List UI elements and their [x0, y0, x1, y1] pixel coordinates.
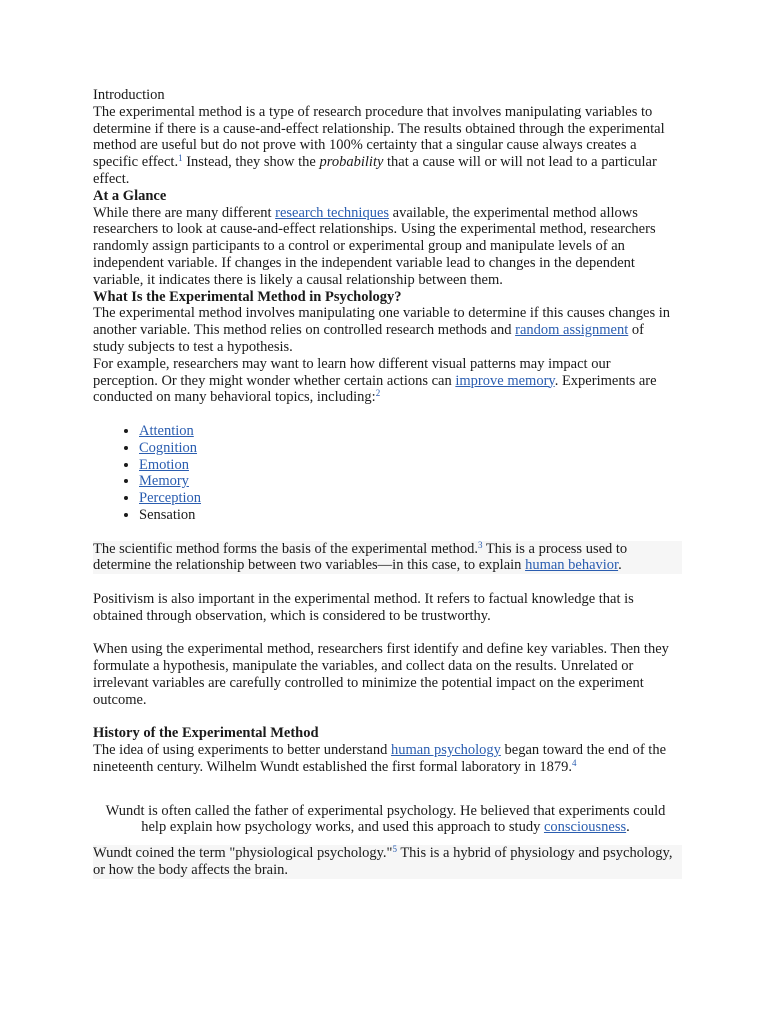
- history-text-b: began toward the end of the nineteenth century. Wilhelm Wundt established the first formal laboratory in 1879.: [93, 742, 667, 775]
- positivism-paragraph: Positivism is also important in the experimental method. It refers to factual knowledge that is obtained through observation, which is considered to be trustworthy.: [93, 590, 634, 624]
- what-text-d: . Experiments are conducted on many behavioral topics, including:: [93, 372, 657, 406]
- list-item: [139, 473, 678, 490]
- heading-at-a-glance: At a Glance: [93, 187, 167, 204]
- callout-text-a: Wundt is often called the father of experimental psychology. He believed that experiments could help explain how psychology works, and used this approach to study: [105, 802, 666, 836]
- list-item: [139, 440, 678, 457]
- intro-text-a: The experimental method is a type of research procedure that involves manipulating variables to determine if there is a cause-and-effect relationship. The results obtained through the experimental method are useful but do not prove with 100% certainty that a singular cause always creates a specific effect.: [93, 103, 665, 171]
- spacer: [93, 776, 678, 803]
- list-item: [139, 507, 678, 524]
- spacer: [93, 574, 678, 591]
- link-random-assignment[interactable]: random assignment: [515, 322, 629, 339]
- heading-history: History of the Experimental Method: [93, 725, 319, 742]
- citation-3[interactable]: 3: [477, 539, 483, 550]
- topic-sensation: Sensation: [139, 506, 196, 523]
- link-consciousness[interactable]: consciousness: [543, 819, 627, 836]
- glance-text-a: While there are many different: [93, 204, 276, 221]
- citation-5[interactable]: 5: [392, 844, 397, 855]
- scientific-text-c: .: [618, 557, 622, 574]
- intro-text-b: Instead, they show the: [182, 154, 320, 171]
- what-paragraph-1: [93, 305, 678, 355]
- topics-list: [93, 423, 678, 524]
- link-topic-attention[interactable]: Attention: [139, 422, 194, 439]
- what-text-a: The experimental method involves manipulating one variable to determine if this causes changes in another variable. This method relies on controlled research methods and: [93, 305, 671, 339]
- what-text-b: of study subjects to test a hypothesis.: [93, 322, 644, 355]
- list-item: [139, 490, 678, 507]
- what-paragraph-2: [93, 356, 678, 406]
- heading-what-is-experimental-method: What Is the Experimental Method in Psychology?: [93, 288, 402, 305]
- link-improve-memory[interactable]: improve memory: [455, 372, 555, 389]
- scientific-method-paragraph: [93, 541, 682, 575]
- steps-paragraph: When using the experimental method, researchers first identify and define key variables. Then they formulate a hypothesis, manipulate the variables, and collect data on the results. Unrelated or irrelevant variables are carefully controlled to minimize the potential impact on the experiment outcome.: [93, 641, 669, 708]
- physiological-psychology-paragraph: [93, 845, 682, 879]
- link-research-techniques[interactable]: research techniques: [275, 204, 390, 221]
- history-paragraph: [93, 742, 678, 776]
- intro-text-c: that a cause will or will not lead to a particular effect.: [93, 154, 657, 187]
- intro-paragraph: [93, 104, 678, 188]
- intro-label: Introduction: [93, 87, 165, 103]
- document-page: [93, 87, 678, 879]
- spacer: [93, 836, 678, 845]
- intro-emphasis: probability: [319, 154, 384, 171]
- physio-text-a: Wundt coined the term "physiological psychology.": [93, 845, 393, 862]
- glance-text-b: available, the experimental method allows researchers to look at cause-and-effect relationships. Using the experimental method, researchers randomly assign participants to a control or experimental group and manipulate levels of an independent variable. If changes in the independent variable lead to changes in the dependent variable, it indicates there is likely a causal relationship between them.: [93, 204, 656, 288]
- link-topic-cognition[interactable]: Cognition: [139, 439, 198, 456]
- glance-paragraph: [93, 205, 678, 289]
- what-text-c: For example, researchers may want to learn how different visual patterns may impact our perception. Or they might wonder whether certain actions can: [93, 355, 611, 389]
- history-text-a: The idea of using experiments to better understand: [93, 742, 391, 759]
- list-item: [139, 423, 678, 440]
- link-human-psychology[interactable]: human psychology: [390, 742, 501, 759]
- scientific-text-b: This is a process used to determine the relationship between two variables—in this case, to explain: [93, 540, 628, 574]
- callout-text-b: .: [626, 819, 630, 836]
- scientific-text-a: The scientific method forms the basis of the experimental method.: [93, 540, 478, 557]
- list-item: [139, 457, 678, 474]
- physio-text-b: This is a hybrid of physiology and psychology, or how the body affects the brain.: [93, 845, 673, 879]
- link-topic-memory[interactable]: Memory: [139, 473, 189, 490]
- spacer: [93, 625, 678, 642]
- citation-2[interactable]: 2: [375, 388, 381, 399]
- link-topic-emotion[interactable]: Emotion: [139, 456, 189, 473]
- wundt-callout: [93, 803, 678, 837]
- link-human-behavior[interactable]: human behavior: [525, 557, 619, 574]
- citation-1[interactable]: 1: [178, 153, 183, 164]
- spacer: [93, 708, 678, 725]
- citation-4[interactable]: 4: [571, 757, 577, 768]
- link-topic-perception[interactable]: Perception: [139, 490, 202, 507]
